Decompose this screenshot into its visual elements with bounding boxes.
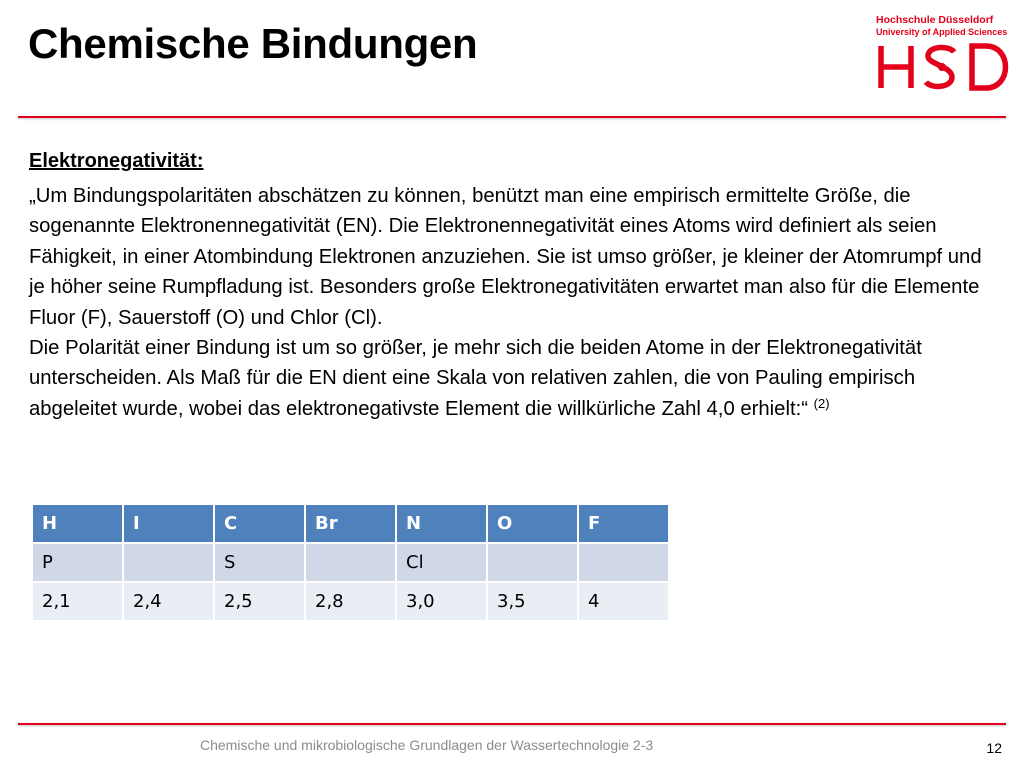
body-text [29,181,989,424]
table-cell: C [215,505,304,542]
header-divider [18,116,1006,118]
table-cell: I [124,505,213,542]
table-cell: Cl [397,544,486,581]
table-cell: F [579,505,668,542]
hsd-logo-mark-icon [876,42,1012,92]
table-cell [488,544,577,581]
electronegativity-table [31,503,670,622]
table-row [33,544,668,581]
table-row [33,583,668,620]
table-header-row [33,505,668,542]
table-cell: O [488,505,577,542]
section-heading: Elektronegativität: [29,150,204,172]
logo-line-1: Hochschule Düsseldorf [876,14,994,26]
table-cell: 3,0 [397,583,486,620]
table-cell: N [397,505,486,542]
page-number: 12 [986,740,1002,756]
hsd-logo [876,14,1012,94]
table-cell: 2,8 [306,583,395,620]
slide-title: Chemische Bindungen [28,20,478,67]
paragraph-2 [29,333,989,424]
table-cell: Br [306,505,395,542]
citation-marker: (2) [813,395,830,411]
footer-divider [18,723,1006,725]
table-cell: 2,1 [33,583,122,620]
table-cell [306,544,395,581]
paragraph-2-text: Die Polarität einer Bindung ist um so größer, je mehr sich die beiden Atome in der Elektronegativität unterscheiden. Als Maß für die EN dient eine Skala von relativen zahlen, die von Pauling empirisch abgeleitet wurde, wobei das elektronegativste Element die willkürliche Zahl 4,0 erhielt:“ [29,337,922,420]
table-cell: H [33,505,122,542]
table-cell: 4 [579,583,668,620]
table-cell: P [33,544,122,581]
table-cell: S [215,544,304,581]
table-cell: 3,5 [488,583,577,620]
footer-text: Chemische und mikrobiologische Grundlagen der Wassertechnologie 2-3 [200,737,654,753]
paragraph-1: „Um Bindungspolaritäten abschätzen zu können, benützt man eine empirisch ermittelte Größe, die sogenannte Elektronennegativität (EN). Die Elektronennegativität eines Atoms wird definiert als seien Fähigkeit, in einer Atombindung Elektronen anzuziehen. Sie ist umso größer, je kleiner der Atomrumpf und je höher seine Rumpfladung ist. Besonders große Elektronegativitäten erwartet man also für die Elemente Fluor (F), Sauerstoff (O) und Chlor (Cl). [29,185,982,329]
table-cell: 2,5 [215,583,304,620]
table-cell [124,544,213,581]
table-cell: 2,4 [124,583,213,620]
table-cell [579,544,668,581]
logo-line-2: University of Applied Sciences [876,27,1008,37]
